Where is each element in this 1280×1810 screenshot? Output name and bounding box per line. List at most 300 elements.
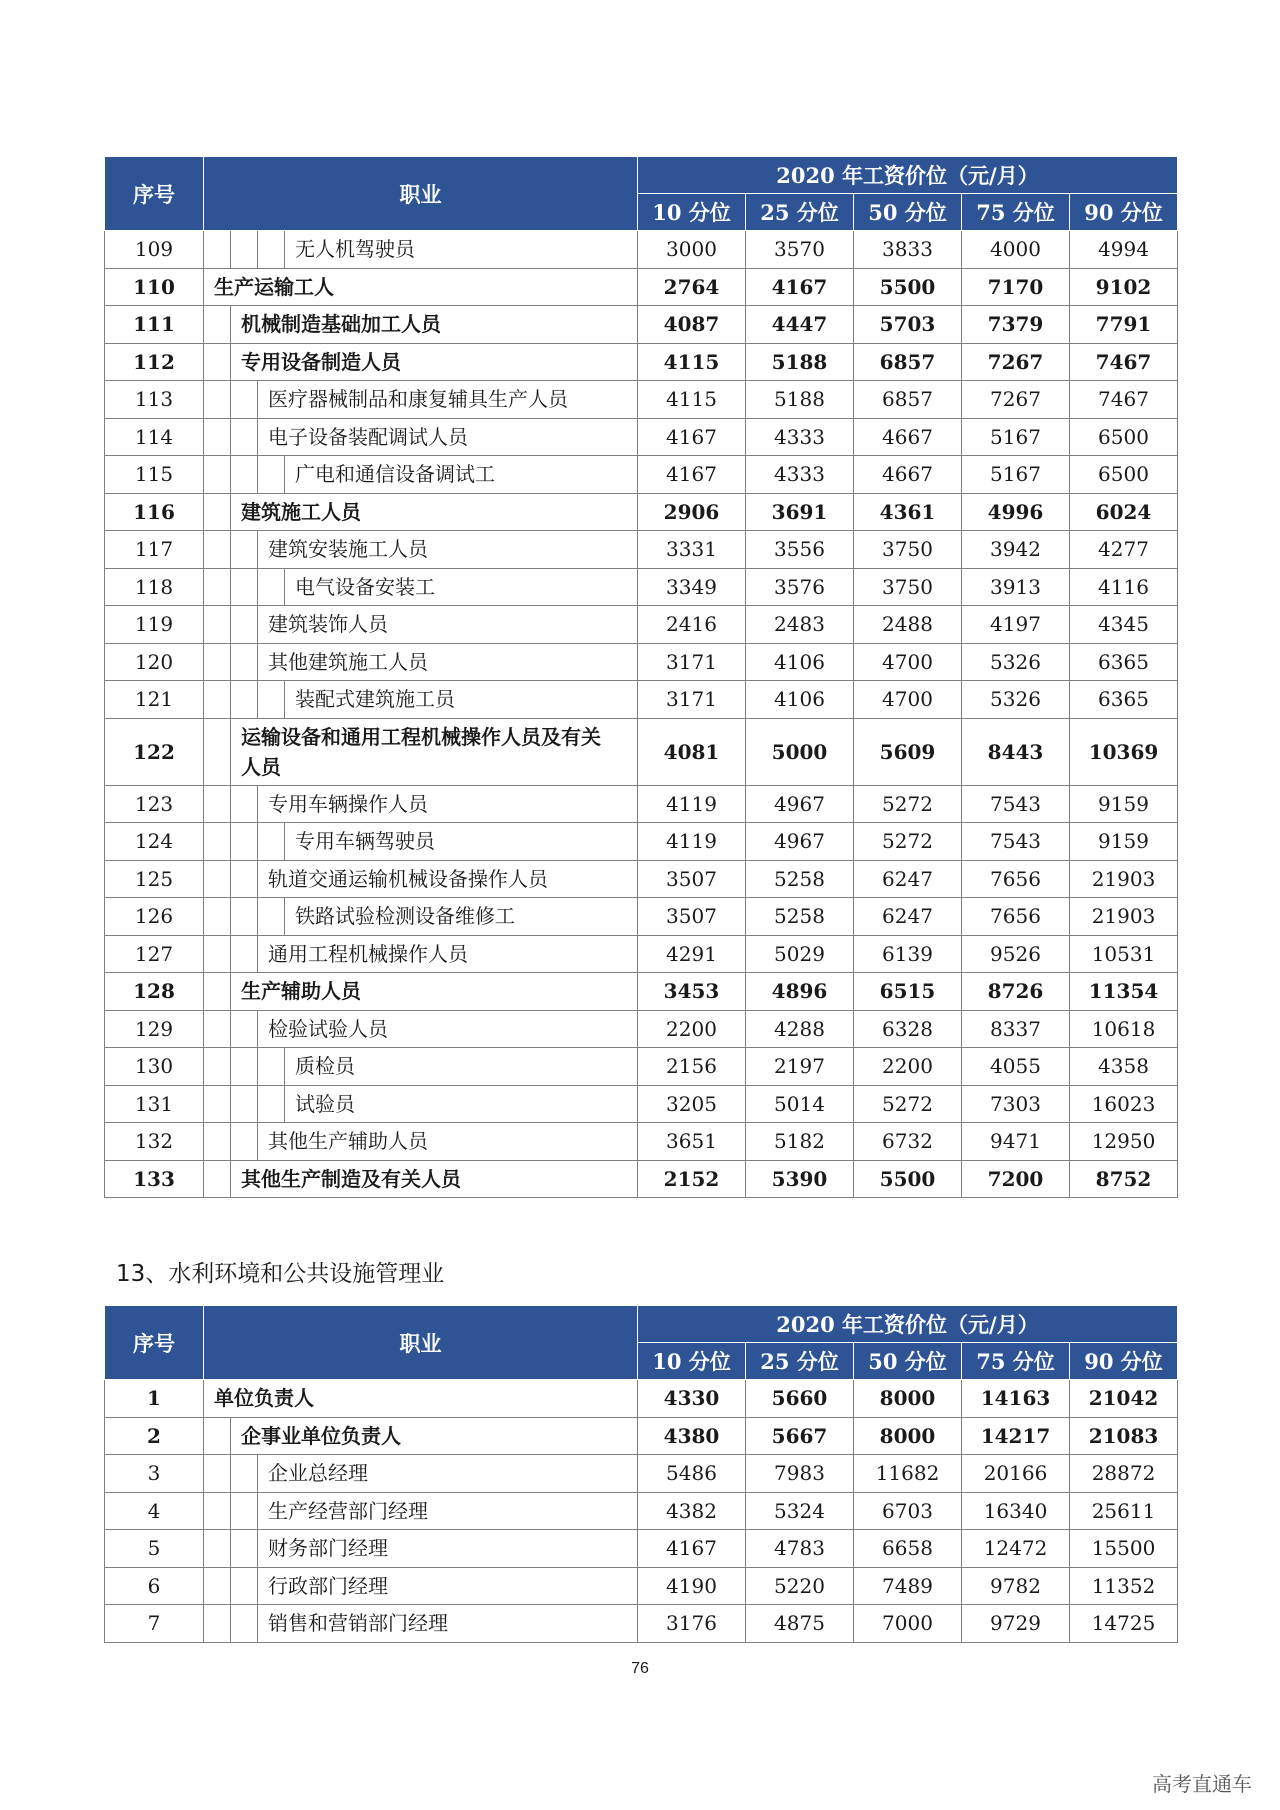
p90-value: 6024 bbox=[1070, 493, 1178, 531]
table-row bbox=[105, 531, 1178, 569]
indent-divider bbox=[204, 606, 231, 643]
p25-value: 2197 bbox=[746, 1048, 854, 1086]
p25-header: 25 分位 bbox=[746, 194, 854, 231]
occupation-cell bbox=[204, 418, 638, 456]
row-number: 3 bbox=[105, 1455, 204, 1493]
p10-value: 4380 bbox=[638, 1417, 746, 1455]
p90-value: 9102 bbox=[1070, 268, 1178, 306]
p25-value: 4967 bbox=[746, 785, 854, 823]
p90-value: 9159 bbox=[1070, 785, 1178, 823]
p50-value: 3750 bbox=[854, 531, 962, 569]
occupation-cell bbox=[204, 973, 638, 1011]
p25-value: 5220 bbox=[746, 1567, 854, 1605]
indent-divider bbox=[204, 344, 231, 381]
p10-value: 3453 bbox=[638, 973, 746, 1011]
row-number: 122 bbox=[105, 718, 204, 785]
p75-header: 75 分位 bbox=[962, 1343, 1070, 1380]
p50-value: 7489 bbox=[854, 1567, 962, 1605]
p75-value: 4000 bbox=[962, 231, 1070, 269]
occupation-cell bbox=[204, 1530, 638, 1568]
table-row bbox=[105, 860, 1178, 898]
p90-value: 10531 bbox=[1070, 935, 1178, 973]
p75-value: 14217 bbox=[962, 1417, 1070, 1455]
occupation-cell bbox=[204, 1492, 638, 1530]
p75-value: 14163 bbox=[962, 1380, 1070, 1418]
p10-value: 3205 bbox=[638, 1085, 746, 1123]
p50-value: 8000 bbox=[854, 1417, 962, 1455]
table-row bbox=[105, 785, 1178, 823]
p10-value: 2156 bbox=[638, 1048, 746, 1086]
indent-divider bbox=[231, 644, 258, 681]
p10-value: 3331 bbox=[638, 531, 746, 569]
p50-value: 5272 bbox=[854, 823, 962, 861]
p25-value: 5258 bbox=[746, 860, 854, 898]
p25-value: 5014 bbox=[746, 1085, 854, 1123]
indent-divider bbox=[231, 861, 258, 898]
p25-value: 7983 bbox=[746, 1455, 854, 1493]
p10-value: 2764 bbox=[638, 268, 746, 306]
occupation-name: 专用车辆驾驶员 bbox=[295, 829, 435, 854]
p10-value: 2152 bbox=[638, 1160, 746, 1198]
row-number: 128 bbox=[105, 973, 204, 1011]
row-number: 115 bbox=[105, 456, 204, 494]
p50-value: 5272 bbox=[854, 785, 962, 823]
table-row bbox=[105, 1530, 1178, 1568]
p50-value: 5609 bbox=[854, 718, 962, 785]
table-row bbox=[105, 1160, 1178, 1198]
p90-value: 28872 bbox=[1070, 1455, 1178, 1493]
occupation-cell bbox=[204, 1380, 638, 1418]
wage-group-header: 2020 年工资价位（元/月） bbox=[638, 1306, 1178, 1343]
p90-value: 21042 bbox=[1070, 1380, 1178, 1418]
p75-value: 4197 bbox=[962, 606, 1070, 644]
indent-divider bbox=[204, 681, 231, 718]
indent-divider bbox=[204, 898, 231, 935]
indent-divider bbox=[231, 569, 258, 606]
table-row bbox=[105, 823, 1178, 861]
indent-divider bbox=[231, 419, 258, 456]
occupation-name: 铁路试验检测设备维修工 bbox=[295, 904, 515, 929]
p50-value: 3750 bbox=[854, 568, 962, 606]
table-row bbox=[105, 343, 1178, 381]
p10-header: 10 分位 bbox=[638, 194, 746, 231]
p50-value: 5500 bbox=[854, 268, 962, 306]
p90-value: 12950 bbox=[1070, 1123, 1178, 1161]
p25-value: 5324 bbox=[746, 1492, 854, 1530]
occupation-cell bbox=[204, 456, 638, 494]
p10-value: 4115 bbox=[638, 381, 746, 419]
p25-value: 4875 bbox=[746, 1605, 854, 1643]
p75-value: 16340 bbox=[962, 1492, 1070, 1530]
row-number: 5 bbox=[105, 1530, 204, 1568]
p10-value: 3507 bbox=[638, 860, 746, 898]
p25-value: 5000 bbox=[746, 718, 854, 785]
wage-table-1-body bbox=[105, 231, 1178, 1198]
p10-value: 4081 bbox=[638, 718, 746, 785]
p75-value: 7379 bbox=[962, 306, 1070, 344]
p75-value: 7656 bbox=[962, 860, 1070, 898]
occupation-name: 行政部门经理 bbox=[268, 1573, 388, 1598]
indent-divider bbox=[204, 936, 231, 973]
table-row bbox=[105, 1010, 1178, 1048]
row-number: 109 bbox=[105, 231, 204, 269]
p90-value: 10618 bbox=[1070, 1010, 1178, 1048]
p50-value: 6658 bbox=[854, 1530, 962, 1568]
row-number: 118 bbox=[105, 568, 204, 606]
table-row bbox=[105, 231, 1178, 269]
row-number: 112 bbox=[105, 343, 204, 381]
table-row bbox=[105, 456, 1178, 494]
indent-divider bbox=[204, 1048, 231, 1085]
occupation-name: 生产经营部门经理 bbox=[268, 1498, 428, 1523]
row-number: 127 bbox=[105, 935, 204, 973]
p50-value: 2200 bbox=[854, 1048, 962, 1086]
occupation-name: 其他建筑施工人员 bbox=[268, 649, 428, 674]
indent-divider bbox=[204, 306, 231, 343]
occupation-cell bbox=[204, 823, 638, 861]
p10-value: 4330 bbox=[638, 1380, 746, 1418]
indent-divider bbox=[231, 898, 258, 935]
occupation-name: 装配式建筑施工员 bbox=[295, 687, 455, 712]
p90-value: 15500 bbox=[1070, 1530, 1178, 1568]
p50-value: 6857 bbox=[854, 343, 962, 381]
occupation-name: 运输设备和通用工程机械操作人员及有关人员 bbox=[241, 724, 601, 779]
p25-value: 4447 bbox=[746, 306, 854, 344]
indent-divider bbox=[204, 644, 231, 681]
p75-value: 7200 bbox=[962, 1160, 1070, 1198]
p50-header: 50 分位 bbox=[854, 1343, 962, 1380]
indent-divider bbox=[204, 1123, 231, 1160]
row-number: 4 bbox=[105, 1492, 204, 1530]
p90-value: 7467 bbox=[1070, 381, 1178, 419]
p50-value: 4667 bbox=[854, 456, 962, 494]
occupation-cell bbox=[204, 643, 638, 681]
occupation-cell bbox=[204, 1605, 638, 1643]
table-row bbox=[105, 306, 1178, 344]
table-row bbox=[105, 1605, 1178, 1643]
table-row bbox=[105, 1048, 1178, 1086]
p75-value: 3942 bbox=[962, 531, 1070, 569]
indent-divider bbox=[204, 231, 231, 268]
table-row bbox=[105, 493, 1178, 531]
indent-divider bbox=[204, 1568, 231, 1605]
p90-value: 11352 bbox=[1070, 1567, 1178, 1605]
p25-value: 4333 bbox=[746, 456, 854, 494]
p10-value: 3000 bbox=[638, 231, 746, 269]
p90-value: 16023 bbox=[1070, 1085, 1178, 1123]
p25-value: 5188 bbox=[746, 343, 854, 381]
occupation-name: 建筑安装施工人员 bbox=[268, 537, 428, 562]
p75-value: 5326 bbox=[962, 681, 1070, 719]
watermark: 高考直通车 bbox=[1152, 1772, 1252, 1796]
occupation-cell bbox=[204, 381, 638, 419]
p50-value: 6247 bbox=[854, 898, 962, 936]
p90-value: 6500 bbox=[1070, 456, 1178, 494]
p10-value: 5486 bbox=[638, 1455, 746, 1493]
occupation-cell bbox=[204, 1048, 638, 1086]
p90-value: 4358 bbox=[1070, 1048, 1178, 1086]
p25-value: 5182 bbox=[746, 1123, 854, 1161]
occupation-name: 其他生产制造及有关人员 bbox=[241, 1166, 461, 1191]
p90-value: 9159 bbox=[1070, 823, 1178, 861]
occupation-name: 专用车辆操作人员 bbox=[268, 791, 428, 816]
indent-divider bbox=[204, 419, 231, 456]
indent-divider bbox=[204, 1493, 231, 1530]
p90-value: 7467 bbox=[1070, 343, 1178, 381]
p90-value: 10369 bbox=[1070, 718, 1178, 785]
row-number: 117 bbox=[105, 531, 204, 569]
indent-divider bbox=[258, 1048, 285, 1085]
indent-divider bbox=[204, 861, 231, 898]
occupation-cell bbox=[204, 1417, 638, 1455]
row-number: 113 bbox=[105, 381, 204, 419]
p25-value: 3576 bbox=[746, 568, 854, 606]
p50-value: 6703 bbox=[854, 1492, 962, 1530]
p25-value: 5188 bbox=[746, 381, 854, 419]
indent-divider bbox=[231, 606, 258, 643]
p10-value: 4167 bbox=[638, 418, 746, 456]
row-number: 123 bbox=[105, 785, 204, 823]
p10-value: 4167 bbox=[638, 1530, 746, 1568]
p50-value: 2488 bbox=[854, 606, 962, 644]
p10-value: 3171 bbox=[638, 643, 746, 681]
indent-divider bbox=[258, 456, 285, 493]
occupation-cell bbox=[204, 306, 638, 344]
p25-value: 4288 bbox=[746, 1010, 854, 1048]
occupation-header: 职业 bbox=[204, 157, 638, 231]
p90-value: 25611 bbox=[1070, 1492, 1178, 1530]
table-row bbox=[105, 898, 1178, 936]
occupation-name: 医疗器械制品和康复辅具生产人员 bbox=[268, 387, 568, 412]
row-number: 7 bbox=[105, 1605, 204, 1643]
p75-value: 20166 bbox=[962, 1455, 1070, 1493]
p10-value: 2416 bbox=[638, 606, 746, 644]
indent-divider bbox=[231, 1605, 258, 1642]
table-row bbox=[105, 1567, 1178, 1605]
p90-value: 7791 bbox=[1070, 306, 1178, 344]
p50-value: 11682 bbox=[854, 1455, 962, 1493]
p50-value: 6515 bbox=[854, 973, 962, 1011]
p90-header: 90 分位 bbox=[1070, 194, 1178, 231]
occupation-cell bbox=[204, 531, 638, 569]
p10-value: 3507 bbox=[638, 898, 746, 936]
occupation-cell bbox=[204, 898, 638, 936]
p90-value: 6365 bbox=[1070, 681, 1178, 719]
p25-value: 5390 bbox=[746, 1160, 854, 1198]
occupation-name: 机械制造基础加工人员 bbox=[241, 312, 441, 337]
occupation-cell bbox=[204, 268, 638, 306]
row-number: 1 bbox=[105, 1380, 204, 1418]
indent-divider bbox=[231, 456, 258, 493]
wage-table-2-body bbox=[105, 1380, 1178, 1643]
occupation-name: 试验员 bbox=[295, 1091, 355, 1116]
row-number: 120 bbox=[105, 643, 204, 681]
p90-value: 6500 bbox=[1070, 418, 1178, 456]
p75-value: 9471 bbox=[962, 1123, 1070, 1161]
table-row bbox=[105, 643, 1178, 681]
p50-value: 6247 bbox=[854, 860, 962, 898]
p10-value: 4190 bbox=[638, 1567, 746, 1605]
row-number: 6 bbox=[105, 1567, 204, 1605]
occupation-header: 职业 bbox=[204, 1306, 638, 1380]
p75-header: 75 分位 bbox=[962, 194, 1070, 231]
p25-value: 3691 bbox=[746, 493, 854, 531]
row-number: 130 bbox=[105, 1048, 204, 1086]
table-row bbox=[105, 935, 1178, 973]
p25-value: 5029 bbox=[746, 935, 854, 973]
p75-value: 7543 bbox=[962, 785, 1070, 823]
occupation-name: 通用工程机械操作人员 bbox=[268, 941, 468, 966]
indent-divider bbox=[204, 569, 231, 606]
table-row bbox=[105, 1380, 1178, 1418]
p10-value: 4167 bbox=[638, 456, 746, 494]
occupation-name: 建筑施工人员 bbox=[241, 499, 361, 524]
p25-value: 4783 bbox=[746, 1530, 854, 1568]
p90-value: 4277 bbox=[1070, 531, 1178, 569]
p10-value: 4115 bbox=[638, 343, 746, 381]
table-row bbox=[105, 973, 1178, 1011]
table-row bbox=[105, 718, 1178, 785]
p75-value: 5326 bbox=[962, 643, 1070, 681]
indent-divider bbox=[204, 1161, 231, 1198]
indent-divider bbox=[231, 231, 258, 268]
p10-value: 4119 bbox=[638, 823, 746, 861]
indent-divider bbox=[231, 1455, 258, 1492]
row-number: 129 bbox=[105, 1010, 204, 1048]
table-row bbox=[105, 1085, 1178, 1123]
row-number: 133 bbox=[105, 1160, 204, 1198]
p10-value: 4291 bbox=[638, 935, 746, 973]
indent-divider bbox=[231, 1530, 258, 1567]
p10-value: 3176 bbox=[638, 1605, 746, 1643]
p50-header: 50 分位 bbox=[854, 194, 962, 231]
p25-value: 4106 bbox=[746, 681, 854, 719]
occupation-name: 电子设备装配调试人员 bbox=[268, 424, 468, 449]
p10-value: 3349 bbox=[638, 568, 746, 606]
p75-value: 7267 bbox=[962, 343, 1070, 381]
occupation-name: 轨道交通运输机械设备操作人员 bbox=[268, 866, 548, 891]
wage-group-header: 2020 年工资价位（元/月） bbox=[638, 157, 1178, 194]
p75-value: 5167 bbox=[962, 456, 1070, 494]
occupation-cell bbox=[204, 606, 638, 644]
p75-value: 7170 bbox=[962, 268, 1070, 306]
p25-value: 2483 bbox=[746, 606, 854, 644]
indent-divider bbox=[231, 531, 258, 568]
p25-value: 4106 bbox=[746, 643, 854, 681]
indent-divider bbox=[204, 1605, 231, 1642]
p50-value: 4700 bbox=[854, 643, 962, 681]
occupation-cell bbox=[204, 718, 638, 785]
row-number: 2 bbox=[105, 1417, 204, 1455]
p90-value: 6365 bbox=[1070, 643, 1178, 681]
p50-value: 4667 bbox=[854, 418, 962, 456]
wage-table-2 bbox=[104, 1305, 1178, 1643]
occupation-name: 广电和通信设备调试工 bbox=[295, 462, 495, 487]
p10-value: 4087 bbox=[638, 306, 746, 344]
occupation-name: 单位负责人 bbox=[214, 1386, 314, 1411]
p75-value: 3913 bbox=[962, 568, 1070, 606]
occupation-name: 建筑装饰人员 bbox=[268, 612, 388, 637]
occupation-cell bbox=[204, 1160, 638, 1198]
indent-divider bbox=[231, 786, 258, 823]
indent-divider bbox=[204, 973, 231, 1010]
p90-header: 90 分位 bbox=[1070, 1343, 1178, 1380]
p75-value: 7656 bbox=[962, 898, 1070, 936]
occupation-name: 其他生产辅助人员 bbox=[268, 1129, 428, 1154]
occupation-cell bbox=[204, 231, 638, 269]
indent-divider bbox=[231, 1123, 258, 1160]
p50-value: 5272 bbox=[854, 1085, 962, 1123]
p25-value: 5258 bbox=[746, 898, 854, 936]
p50-value: 6328 bbox=[854, 1010, 962, 1048]
table-row bbox=[105, 418, 1178, 456]
occupation-cell bbox=[204, 1010, 638, 1048]
indent-divider bbox=[258, 1086, 285, 1123]
indent-divider bbox=[258, 231, 285, 268]
p75-value: 7543 bbox=[962, 823, 1070, 861]
table-row bbox=[105, 268, 1178, 306]
p75-value: 12472 bbox=[962, 1530, 1070, 1568]
table-row bbox=[105, 1492, 1178, 1530]
p75-value: 4055 bbox=[962, 1048, 1070, 1086]
p25-value: 4896 bbox=[746, 973, 854, 1011]
p90-value: 21083 bbox=[1070, 1417, 1178, 1455]
seq-header: 序号 bbox=[105, 157, 204, 231]
indent-divider bbox=[231, 681, 258, 718]
p75-value: 8726 bbox=[962, 973, 1070, 1011]
indent-divider bbox=[231, 1011, 258, 1048]
table-row bbox=[105, 1455, 1178, 1493]
occupation-cell bbox=[204, 1567, 638, 1605]
p75-value: 8443 bbox=[962, 718, 1070, 785]
p50-value: 6139 bbox=[854, 935, 962, 973]
p25-value: 3570 bbox=[746, 231, 854, 269]
p90-value: 11354 bbox=[1070, 973, 1178, 1011]
occupation-cell bbox=[204, 681, 638, 719]
row-number: 132 bbox=[105, 1123, 204, 1161]
occupation-cell bbox=[204, 860, 638, 898]
indent-divider bbox=[231, 1048, 258, 1085]
indent-divider bbox=[231, 1568, 258, 1605]
p75-value: 4996 bbox=[962, 493, 1070, 531]
row-number: 124 bbox=[105, 823, 204, 861]
occupation-name: 检验试验人员 bbox=[268, 1016, 388, 1041]
p25-value: 5660 bbox=[746, 1380, 854, 1418]
occupation-name: 企事业单位负责人 bbox=[241, 1423, 401, 1448]
p25-header: 25 分位 bbox=[746, 1343, 854, 1380]
seq-header: 序号 bbox=[105, 1306, 204, 1380]
row-number: 114 bbox=[105, 418, 204, 456]
p25-value: 5667 bbox=[746, 1417, 854, 1455]
indent-divider bbox=[258, 681, 285, 718]
p90-value: 4994 bbox=[1070, 231, 1178, 269]
indent-divider bbox=[258, 823, 285, 860]
occupation-name: 质检员 bbox=[295, 1054, 355, 1079]
p75-value: 9782 bbox=[962, 1567, 1070, 1605]
occupation-cell bbox=[204, 343, 638, 381]
p90-value: 21903 bbox=[1070, 898, 1178, 936]
occupation-cell bbox=[204, 493, 638, 531]
indent-divider bbox=[204, 381, 231, 418]
indent-divider bbox=[204, 823, 231, 860]
p50-value: 4361 bbox=[854, 493, 962, 531]
table-row bbox=[105, 381, 1178, 419]
table-row bbox=[105, 568, 1178, 606]
occupation-cell bbox=[204, 1085, 638, 1123]
p90-value: 4116 bbox=[1070, 568, 1178, 606]
table-row bbox=[105, 606, 1178, 644]
indent-divider bbox=[204, 719, 231, 785]
